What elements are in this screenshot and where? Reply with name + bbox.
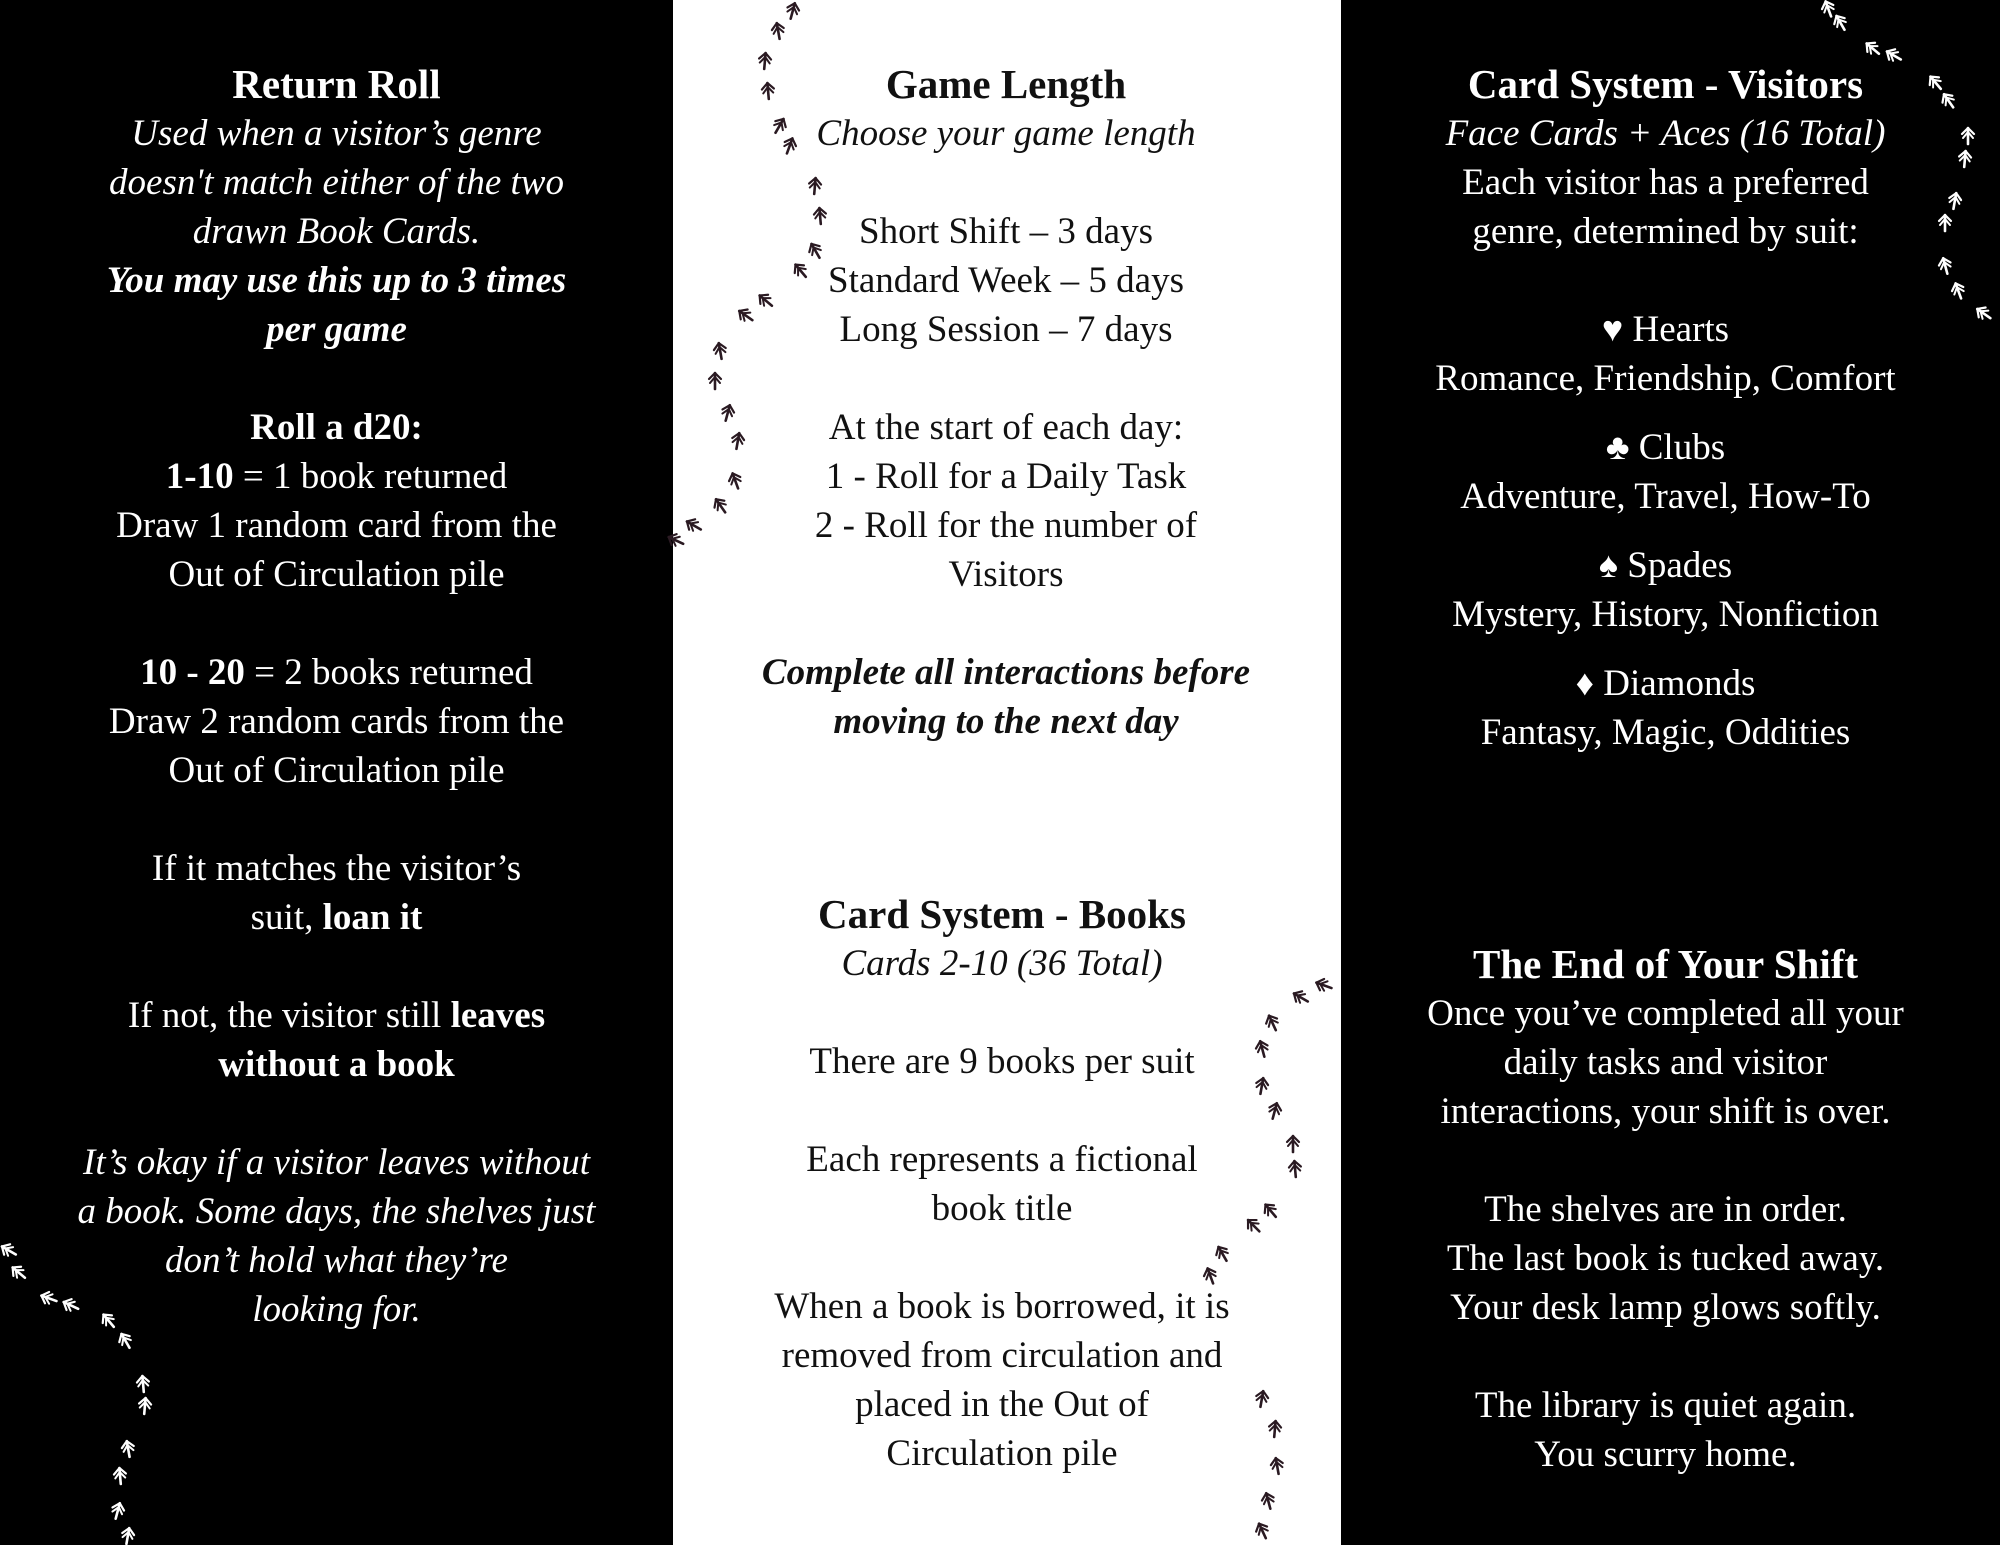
card-books-title: Card System - Books <box>818 891 1186 937</box>
spade-icon: ♠ <box>1598 545 1619 585</box>
heart-icon: ♥ <box>1601 309 1624 349</box>
roll-result-1-text: = 1 book returned <box>233 456 508 497</box>
game-length-title: Game Length <box>885 61 1127 107</box>
card-visitors-intro-1: Each visitor has a preferred <box>1462 162 1869 203</box>
card-books-borrowed-2: removed from circulation and <box>781 1335 1223 1376</box>
club-icon: ♣ <box>1605 427 1630 467</box>
return-roll-panel <box>0 0 673 1545</box>
match-line-1: If it matches the visitor’s <box>151 848 522 889</box>
end-shift-intro-2: daily tasks and visitor <box>1503 1042 1828 1083</box>
roll-result-2-line-1: Draw 2 random cards from the <box>108 701 565 742</box>
return-roll-title: Return Roll <box>232 61 441 107</box>
closing-line-2: a book. Some days, the shelves just <box>77 1191 596 1232</box>
start-step-3: Visitors <box>948 554 1064 595</box>
nomatch-line-1 <box>0 991 673 1040</box>
card-books-borrowed-3: placed in the Out of <box>855 1384 1149 1425</box>
roll-result-2 <box>0 648 673 697</box>
return-roll-intro-2: doesn't match either of the two <box>109 162 564 203</box>
suit-hearts-genres: Romance, Friendship, Comfort <box>1435 358 1896 399</box>
roll-result-1-line-2: Out of Circulation pile <box>168 554 505 595</box>
start-heading: At the start of each day: <box>828 407 1184 448</box>
end-shift-intro-1: Once you’ve completed all your <box>1427 993 1904 1034</box>
closing-line-1: It’s okay if a visitor leaves without <box>83 1142 590 1183</box>
suit-spades-genres: Mystery, History, Nonfiction <box>1452 594 1879 635</box>
game-length-note-2: moving to the next day <box>833 701 1179 742</box>
rules-right-panel <box>1341 0 2000 1545</box>
end-shift-intro-3: interactions, your shift is over. <box>1440 1091 1891 1132</box>
card-books-subtitle: Cards 2-10 (36 Total) <box>841 943 1163 984</box>
game-length-option-3: Long Session – 7 days <box>839 309 1173 350</box>
roll-result-1 <box>0 452 673 501</box>
end-shift-stanza1-2: The last book is tucked away. <box>1446 1238 1885 1279</box>
return-roll-intro-3: drawn Book Cards. <box>192 211 481 252</box>
card-books-represents-1: Each represents a fictional <box>806 1139 1198 1180</box>
roll-result-1-line-1: Draw 1 random card from the <box>116 505 557 546</box>
suit-spades <box>1341 541 2000 590</box>
suit-clubs-genres: Adventure, Travel, How-To <box>1460 476 1871 517</box>
card-books-borrowed-4: Circulation pile <box>886 1433 1118 1474</box>
return-roll-intro-1: Used when a visitor’s genre <box>131 113 542 154</box>
card-visitors-subtitle: Face Cards + Aces (16 Total) <box>1445 113 1886 154</box>
roll-result-1-range: 1-10 <box>165 456 234 497</box>
end-shift-title: The End of Your Shift <box>1472 941 1859 987</box>
roll-result-2-text: = 2 books returned <box>244 652 533 693</box>
game-length-option-1: Short Shift – 3 days <box>859 211 1153 252</box>
suit-hearts-name: Hearts <box>1632 309 1730 350</box>
game-length-subtitle: Choose your game length <box>816 113 1196 154</box>
nomatch-line-1-prefix: If not, the visitor still <box>127 995 451 1036</box>
card-books-represents-2: book title <box>931 1188 1073 1229</box>
game-length-note-1: Complete all interactions before <box>761 652 1251 693</box>
card-books-borrowed-1: When a book is borrowed, it is <box>774 1286 1230 1327</box>
match-loan-it: loan it <box>322 897 423 938</box>
nomatch-leaves: leaves <box>450 995 546 1036</box>
suit-diamonds <box>1341 659 2000 708</box>
roll-result-2-line-2: Out of Circulation pile <box>168 750 505 791</box>
start-step-1: 1 - Roll for a Daily Task <box>825 456 1187 497</box>
start-step-2: 2 - Roll for the number of <box>814 505 1198 546</box>
rules-middle-panel <box>673 0 1341 1545</box>
suit-clubs-name: Clubs <box>1638 427 1726 468</box>
nomatch-line-2: without a book <box>218 1044 455 1085</box>
suit-spades-name: Spades <box>1627 545 1733 586</box>
roll-result-2-range: 10 - 20 <box>140 652 245 693</box>
end-shift-stanza1-3: Your desk lamp glows softly. <box>1450 1287 1881 1328</box>
return-roll-limit-2: per game <box>266 309 407 350</box>
suit-hearts <box>1341 305 2000 354</box>
card-visitors-title: Card System - Visitors <box>1467 61 1864 107</box>
card-books-per-suit: There are 9 books per suit <box>809 1041 1195 1082</box>
suit-clubs <box>1341 423 2000 472</box>
closing-line-4: looking for. <box>252 1289 421 1330</box>
match-line-2-prefix: suit, <box>250 897 323 938</box>
match-line-2 <box>0 893 673 942</box>
diamond-icon: ♦ <box>1575 663 1594 703</box>
closing-line-3: don’t hold what they’re <box>165 1240 508 1281</box>
end-shift-stanza2-2: You scurry home. <box>1534 1434 1797 1475</box>
game-length-option-2: Standard Week – 5 days <box>828 260 1184 301</box>
suit-diamonds-name: Diamonds <box>1603 663 1756 704</box>
roll-heading: Roll a d20: <box>250 407 423 448</box>
return-roll-limit-1: You may use this up to 3 times <box>106 260 567 301</box>
end-shift-stanza1-1: The shelves are in order. <box>1484 1189 1847 1230</box>
card-visitors-intro-2: genre, determined by suit: <box>1472 211 1859 252</box>
end-shift-stanza2-1: The library is quiet again. <box>1474 1385 1857 1426</box>
suit-diamonds-genres: Fantasy, Magic, Oddities <box>1480 712 1851 753</box>
